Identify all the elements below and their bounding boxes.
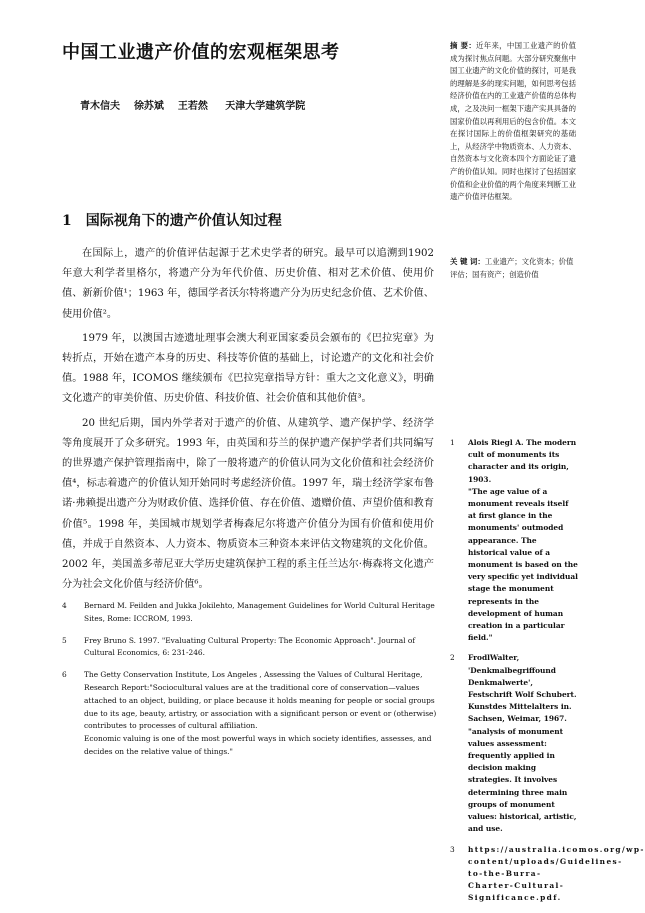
section-number: 1: [62, 213, 72, 229]
keywords: [450, 256, 576, 281]
side-note: [450, 652, 578, 835]
footnote-text: The Getty Conservation Institute, Los Angeles , Assessing the Values of Cultural Heritage, Research Report:"Sociocultural values are at the traditional core of conservation—values attached to an object, building, or place because it holds meaning for people or social groups due to its age, beauty, artistry, or association with a significant person or event or (otherwise) contributes to processes of cultural affiliation.: [84, 670, 437, 731]
abstract-text: 近年来，中国工业遗产的价值成为探讨焦点问题。大部分研究聚焦中国工业遗产的文化价值的探讨，可是我的理解是多的现实问题，如何思考包括经济价值在内的工业遗产价值的总体构成，之及决问一框架下遗产实具具备的国家价值以再利用后的包含价值。本文在探讨国际上的价值框架研究的基础上，从经济学中物质资本、人力资本、自然资本与文化资本四个方面论证了遗产的价值认知。同时也探讨了包括国家价值和企业价值的两个角度来判断工业遗产价值评估框架。: [450, 41, 576, 202]
paper-title: 中国工业遗产价值的宏观框架思考: [62, 42, 340, 63]
side-note-citation: Alois Riegl A. The modern cult of monuments its character and its origin, 1903.: [468, 438, 577, 484]
author-affiliation: 天津大学建筑学院: [225, 101, 306, 112]
side-note-number: 1: [450, 438, 455, 447]
footnote: [62, 600, 442, 626]
side-notes: [450, 437, 645, 913]
side-note-number: 2: [450, 653, 455, 663]
side-note: [450, 844, 645, 905]
side-note-quote: "analysis of monument values assessment: frequently applied in decision making strategies. It involves determining three main groups of monument values: historical, artistic, and use.: [468, 726, 577, 834]
side-note-link: https://australia.icomos.org/wp-content/uploads/Guidelines-to-the-Burra-Charter-Cultural-Significance.pdf.: [468, 844, 645, 903]
footnote-number: 6: [62, 670, 67, 680]
abstract-label: 摘 要：: [450, 41, 477, 50]
section-heading: [62, 210, 282, 230]
keywords-label: 关 键 词：: [450, 257, 485, 266]
body-paragraph: 20 世纪后期，国内外学者对于遗产的价值、从建筑学、遗产保护学、经济学等角度展开了众多研究。1993 年，由英国和芬兰的保护遗产保护学者们共同编写的世界遗产保护管理指南中，除了一般将遗产的价值认同为文化价值和社会经济价值⁴，标志着遗产的价值认知开始同时考虑经济价值。1997 年，瑞士经济学家布鲁诺·弗赖提出遗产分为财政价值、选择价值、存在价值、遗赠价值、声望价值和教育价值⁵。1998 年，美国城市规划学者梅森尼尔将遗产价值分为国有价值和使用价值，并成于自然资本、人力资本、物质资本三种资本来评估文物建筑的文化价值。2002 年，美国盖多蒂尼亚大学历史建筑保护工程的系主任兰达尔·梅森将文化遗产分为社会文化价值与经济价值⁶。: [62, 417, 434, 591]
footnote-text: Economic valuing is one of the most powerful ways in which society identifies, assesses, and decides on the relative value of things.": [84, 734, 432, 756]
author-line: [80, 97, 440, 112]
body-paragraph: 1979 年，以澳国古迹遗址理事会澳大利亚国家委员会颁布的《巴拉宪章》为转折点，开始在遗产本身的历史、科技等价值的基础上，讨论遗产的文化和社会价值。1988 年，ICOMOS 继续颁布《巴拉宪章指导方针：重大之文化意义》，明确文化遗产的审美价值、历史价值、科技价值、社会价值和其他价值³。: [62, 332, 434, 405]
section-title: 国际视角下的遗产价值认知过程: [85, 213, 282, 229]
side-note-number: 3: [450, 844, 455, 854]
footnote-number: 5: [62, 635, 67, 645]
footnote-text: Bernard M. Feilden and Jukka Jokilehto, Management Guidelines for World Cultural Heritage Sites, Rome: ICCROM, 1993.: [84, 601, 435, 623]
author-name: 青木信夫: [80, 101, 120, 112]
author-name: 王若然: [177, 101, 208, 112]
side-note: [450, 437, 578, 644]
side-note-quote: "The age value of a monument reveals itself at first glance in the monuments' outmoded appearance. The historical value of a monument is based on the very specific yet individual stage the monument represents in the development of human creation in a particular field.": [468, 486, 578, 643]
body-text: [62, 244, 434, 599]
side-note-citation: FrodlWalter, 'Denkmalbegriffound Denkmalwerte', Festschrift Wolf Schubert. Kunstdes Mittelalters in. Sachsen, Weimar, 1967.: [468, 653, 577, 724]
footnote-text: Frey Bruno S. 1997. "Evaluating Cultural Property: The Economic Approach". Journal of Cultural Economics, 6: 231-246.: [84, 635, 416, 658]
footnote: [62, 635, 442, 661]
body-paragraph: 在国际上，遗产的价值评估起源于艺术史学者的研究。最早可以追溯到1902 年意大利学者里格尔，将遗产分为年代价值、历史价值、相对艺术价值、使用价值、新新价值¹；1963 年，德国学者沃尔特将遗产分为历史纪念价值、艺术价值、使用价值²。: [62, 248, 434, 320]
footnote-number: 4: [62, 601, 67, 610]
abstract: [450, 40, 576, 204]
footnotes: [62, 600, 442, 768]
footnote: [62, 669, 442, 759]
keywords-text: 工业遗产；文化资本；价值评估；国有资产；创造价值: [450, 257, 574, 279]
author-name: 徐苏斌: [133, 101, 164, 112]
